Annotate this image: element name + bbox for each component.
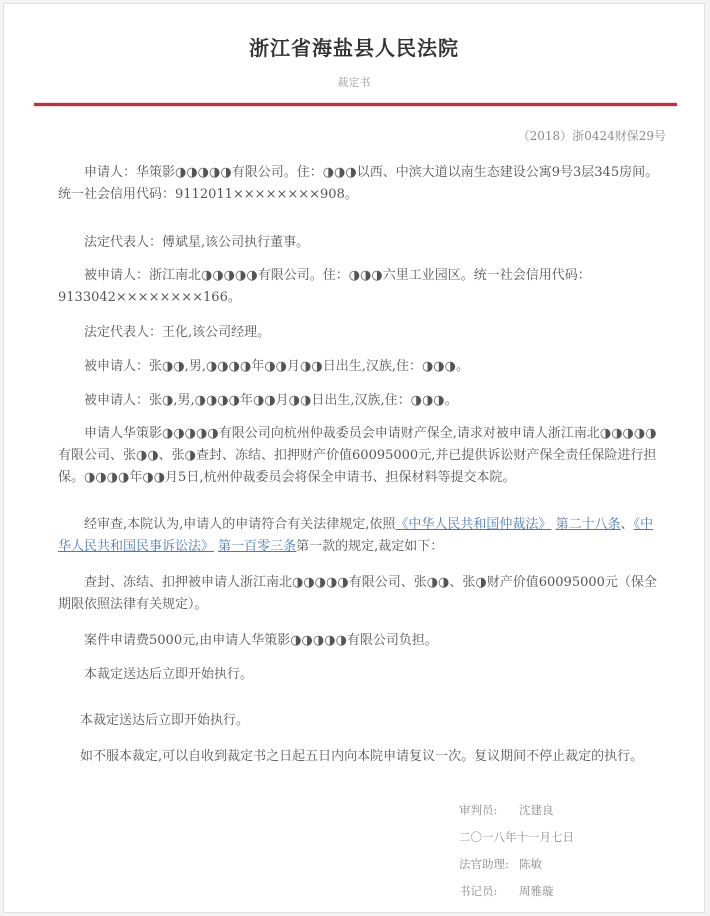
reasoning-separator: 、 — [620, 517, 634, 532]
judge-name: 沈建良 — [519, 803, 554, 817]
header-divider — [34, 103, 677, 106]
document-type: 裁定书 — [337, 76, 371, 89]
paragraph-ruling: 查封、冻结、扣押被申请人浙江南北◑◑◑◑◑有限公司、张◑◑、张◑财产价值60095000元（保全期限依照法律有关规定）。 — [58, 575, 657, 612]
paragraph-respondent-company: 被申请人：浙江南北◑◑◑◑◑有限公司。住：◑◑◑六里工业园区。统一社会信用代码：9133042××××××××166。 — [58, 268, 591, 305]
judge-signature — [459, 802, 554, 818]
reasoning-prefix: 经审查,本院认为,申请人的申请符合有关法律规定,依照 — [84, 517, 396, 532]
clerk-label: 书记员: — [459, 884, 498, 898]
reasoning-suffix: 第一款的规定,裁定如下： — [296, 539, 444, 554]
paragraph-effective: 本裁定送达后立即开始执行。 — [84, 667, 254, 682]
paragraph-respondent-person-1: 被申请人：张◑◑,男,◑◑◑◑年◑◑月◑◑日出生,汉族,住：◑◑◑。 — [84, 359, 469, 374]
case-number: （2018）浙0424财保29号 — [517, 129, 666, 143]
paragraph-fee: 案件申请费5000元,由申请人华策影◑◑◑◑◑有限公司负担。 — [84, 633, 438, 648]
clerk-signature — [459, 883, 554, 899]
paragraph-appeal-notice: 如不服本裁定,可以自收到裁定书之日起五日内向本院申请复议一次。复议期间不停止裁定的执行。 — [80, 749, 644, 764]
paragraph-reasoning — [58, 514, 666, 558]
assistant-label: 法官助理: — [459, 857, 509, 871]
paragraph-facts: 申请人华策影◑◑◑◑◑有限公司向杭州仲裁委员会申请财产保全,请求对被申请人浙江南北◑◑◑◑◑有限公司、张◑◑、张◑查封、冻结、扣押财产价值60095000元,并已提供诉讼财产保全责任保险进行担保。◑◑◑◑年◑◑月5日,杭州仲裁委员会将保全申请书、担保材料等提交本院。 — [58, 426, 657, 485]
civil-procedure-law-link[interactable]: 《中华人民共和国民事诉讼法》 — [58, 517, 654, 554]
article-103-link[interactable]: 第一百零三条 — [218, 539, 297, 554]
assistant-name: 陈敏 — [519, 857, 542, 871]
ruling-date: 二〇一八年十一月七日 — [459, 830, 574, 844]
court-name: 浙江省海盐县人民法院 — [249, 36, 459, 60]
paragraph-applicant-representative: 法定代表人：傅斌星,该公司执行董事。 — [84, 235, 310, 250]
judge-label: 审判员: — [459, 803, 498, 817]
paragraph-effective-repeat: 本裁定送达后立即开始执行。 — [80, 713, 250, 728]
document-page — [3, 3, 705, 913]
assistant-signature — [459, 856, 542, 872]
paragraph-respondent-person-2: 被申请人：张◑,男,◑◑◑◑年◑◑月◑◑日出生,汉族,住：◑◑◑。 — [84, 393, 458, 408]
arbitration-law-link[interactable]: 《中华人民共和国仲裁法》 — [395, 517, 552, 532]
article-28-link[interactable]: 第二十八条 — [555, 517, 621, 532]
clerk-name: 周雅璇 — [519, 884, 554, 898]
paragraph-respondent-representative: 法定代表人：王化,该公司经理。 — [84, 325, 271, 340]
paragraph-applicant: 申请人：华策影◑◑◑◑◑有限公司。住：◑◑◑以西、中滨大道以南生态建设公寓9号3层345房间。统一社会信用代码：9112011××××××××908。 — [58, 165, 659, 202]
